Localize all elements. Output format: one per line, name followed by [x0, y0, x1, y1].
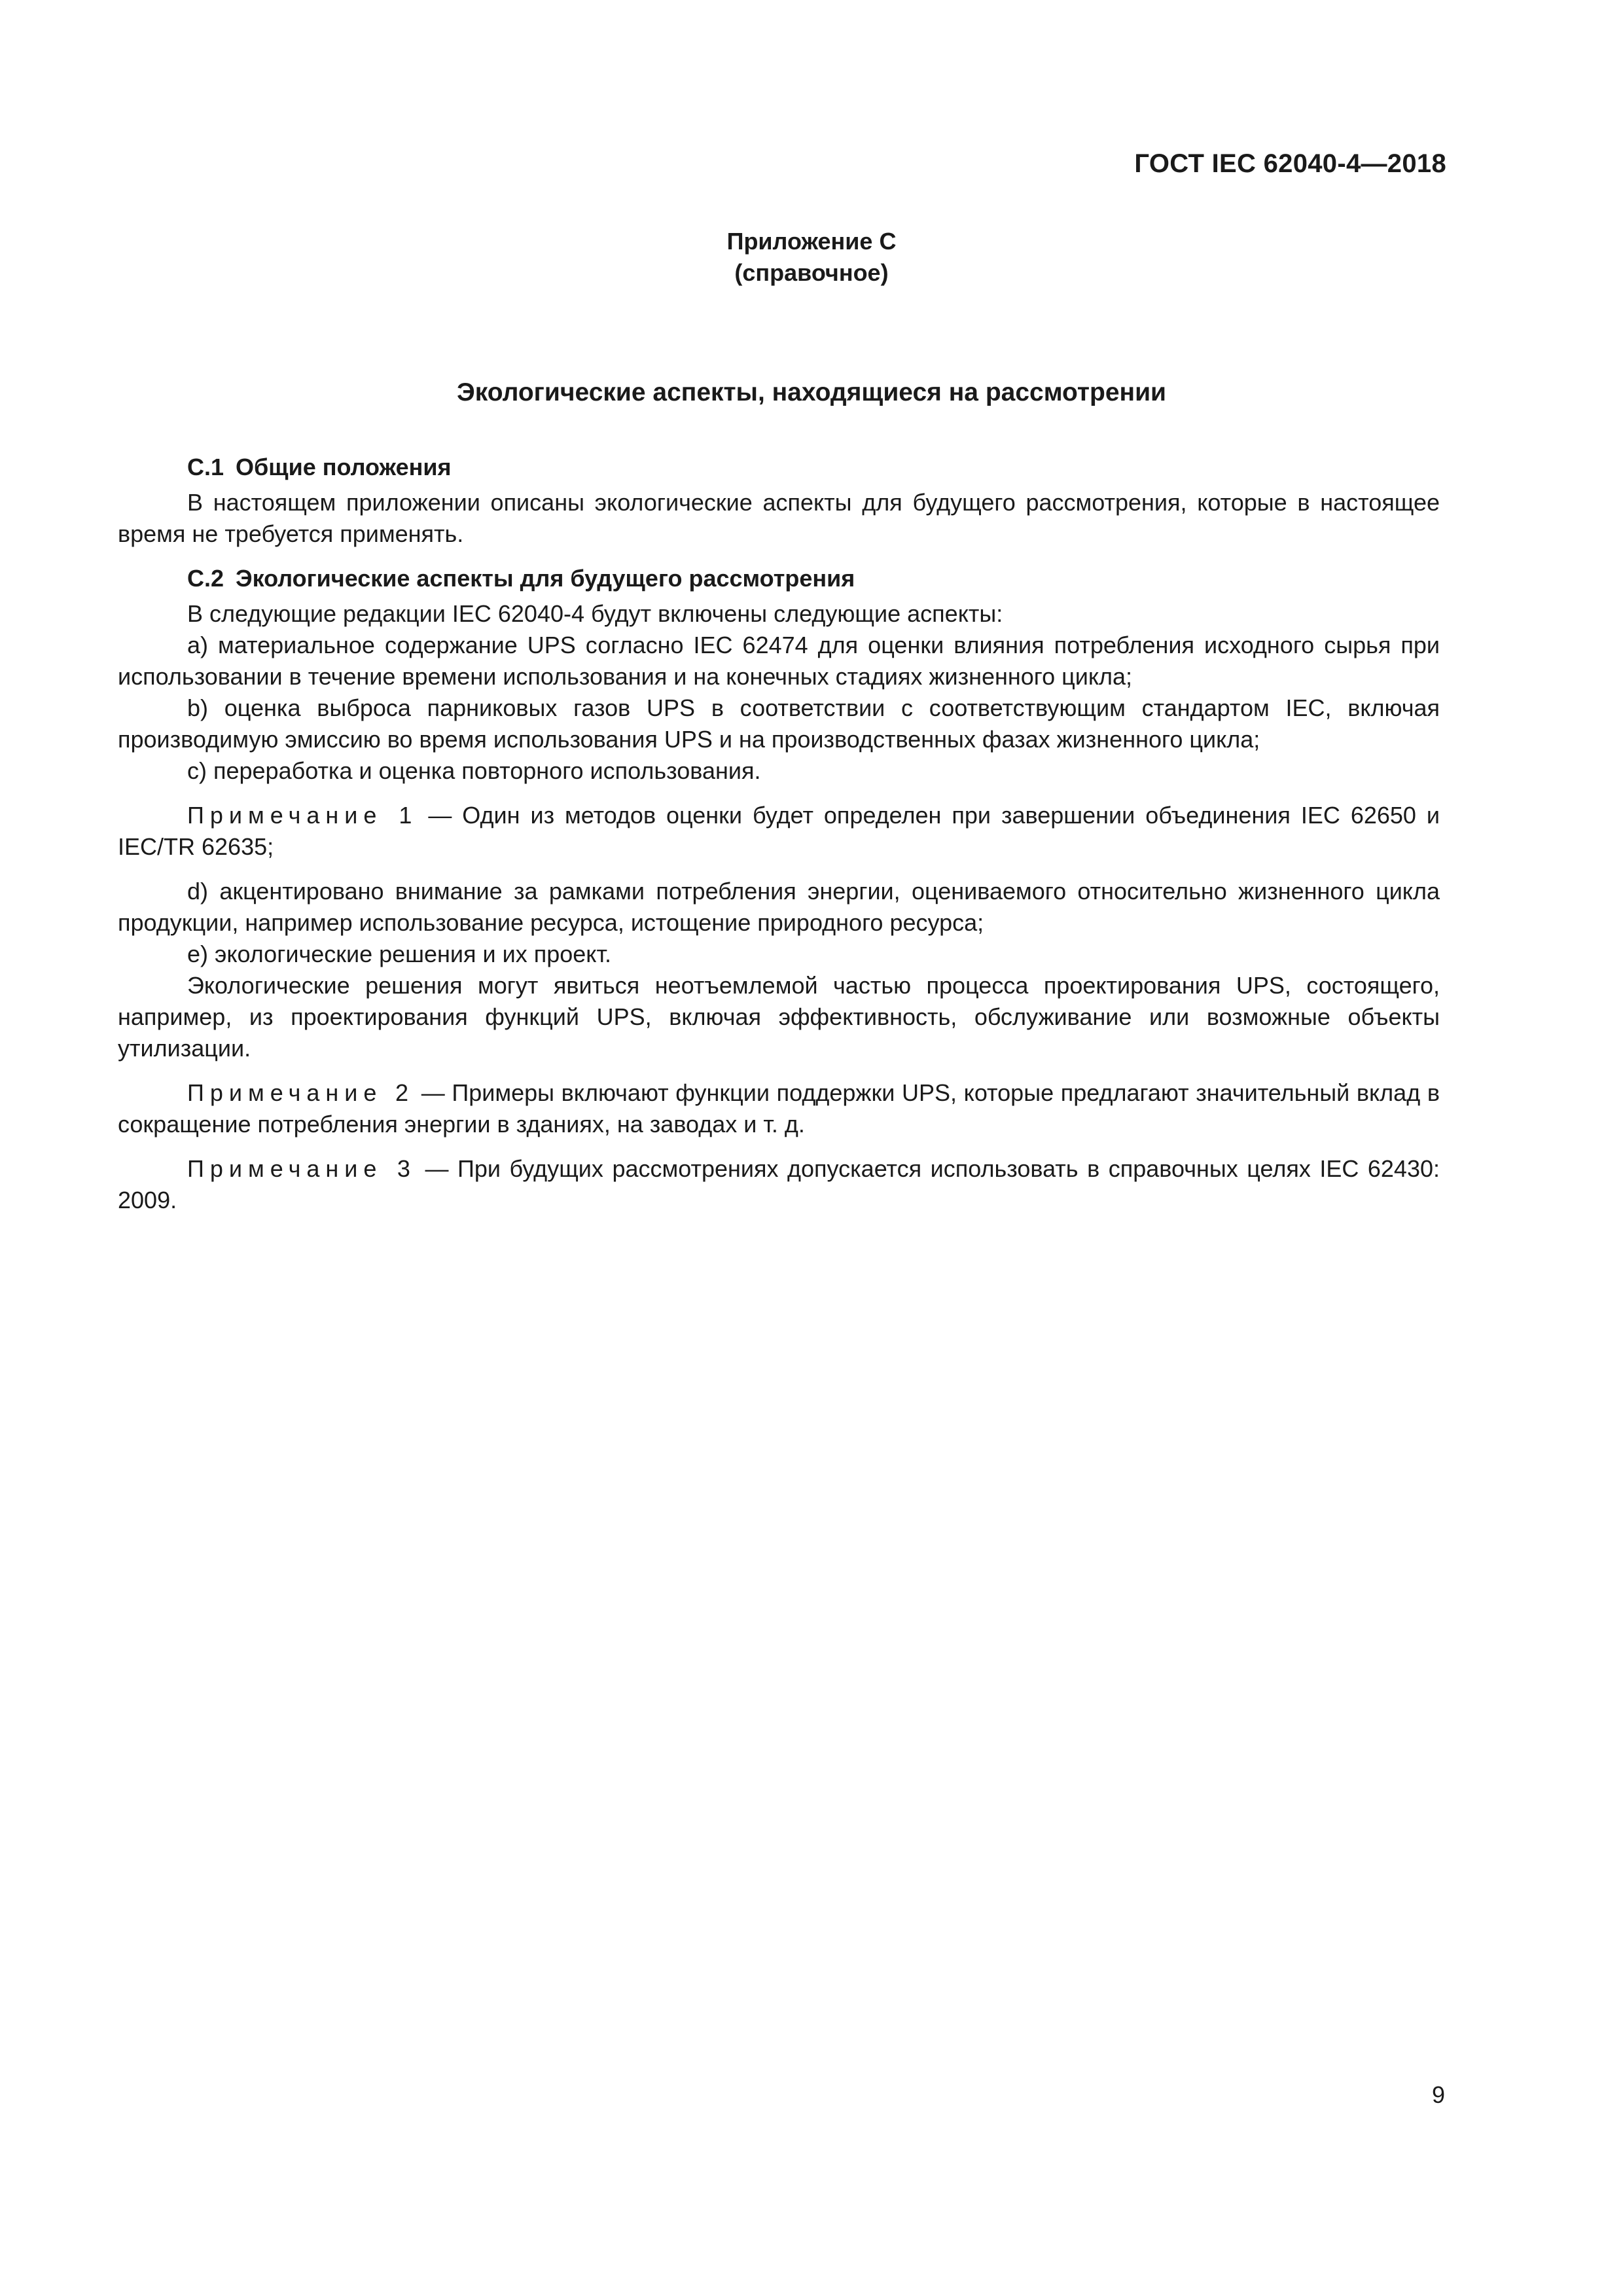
note-1	[118, 800, 1440, 863]
page-number: 9	[1431, 2081, 1445, 2108]
list-item-a: a) материальное содержание UPS согласно IEC 62474 для оценки влияния потребления исходного сырья при использовании в течение времени использования и на конечных стадиях жизненного цикла;	[118, 632, 1440, 690]
list-item-e: e) экологические решения и их проект.	[187, 941, 611, 967]
paragraph: В следующие редакции IEC 62040-4 будут включены следующие аспекты:	[187, 600, 1003, 627]
section-heading-c1	[118, 452, 1440, 483]
paragraph: В настоящем приложении описаны экологические аспекты для будущего рассмотрения, которые в настоящее время не требуется применять.	[118, 489, 1440, 547]
page-title: Экологические аспекты, находящиеся на рассмотрении	[456, 378, 1167, 406]
note-label: Примечание 3	[187, 1155, 416, 1182]
document-code: ГОСТ IEC 62040-4—2018	[1134, 149, 1446, 178]
section-number: C.2	[187, 565, 224, 592]
note-text: — При будущих рассмотрениях допускается использовать в справочных целях IEC 62430: 2009.	[118, 1155, 1440, 1213]
list-item-b: b) оценка выброса парниковых газов UPS в соответствии с соответствующим стандартом IEC, включая производимую эмиссию во время использования UPS и на производственных фазах жизненного цикла;	[118, 694, 1440, 753]
list-item-d: d) акцентировано внимание за рамками потребления энергии, оцениваемого относительно жизненного цикла продукции, например использование ресурса, истощение природного ресурса;	[118, 878, 1440, 936]
section-title: Экологические аспекты для будущего рассмотрения	[236, 565, 855, 592]
section-title: Общие положения	[236, 454, 452, 480]
note-text: — Один из методов оценки будет определен при завершении объединения IEC 62650 и IEC/TR 62635;	[118, 802, 1440, 860]
note-label: Примечание 2	[187, 1079, 415, 1106]
note-2	[118, 1077, 1440, 1140]
section-heading-c2	[118, 563, 1440, 594]
document-body	[118, 452, 1440, 1216]
annex-title: Приложение C	[726, 228, 897, 255]
section-number: C.1	[187, 454, 224, 480]
list-item-c: c) переработка и оценка повторного использования.	[187, 757, 761, 784]
note-text: — Примеры включают функции поддержки UPS, которые предлагают значительный вклад в сокращение потребления энергии в зданиях, на заводах и т. д.	[118, 1079, 1440, 1138]
paragraph: Экологические решения могут явиться неотъемлемой частью процесса проектирования UPS, состоящего, например, из проектирования функций UPS, включая эффективность, обслуживание или возможные объекты утилизации.	[118, 972, 1440, 1062]
note-3	[118, 1153, 1440, 1216]
annex-status: (справочное)	[734, 259, 889, 286]
note-label: Примечание 1	[187, 802, 418, 829]
annex-heading	[0, 226, 1623, 289]
